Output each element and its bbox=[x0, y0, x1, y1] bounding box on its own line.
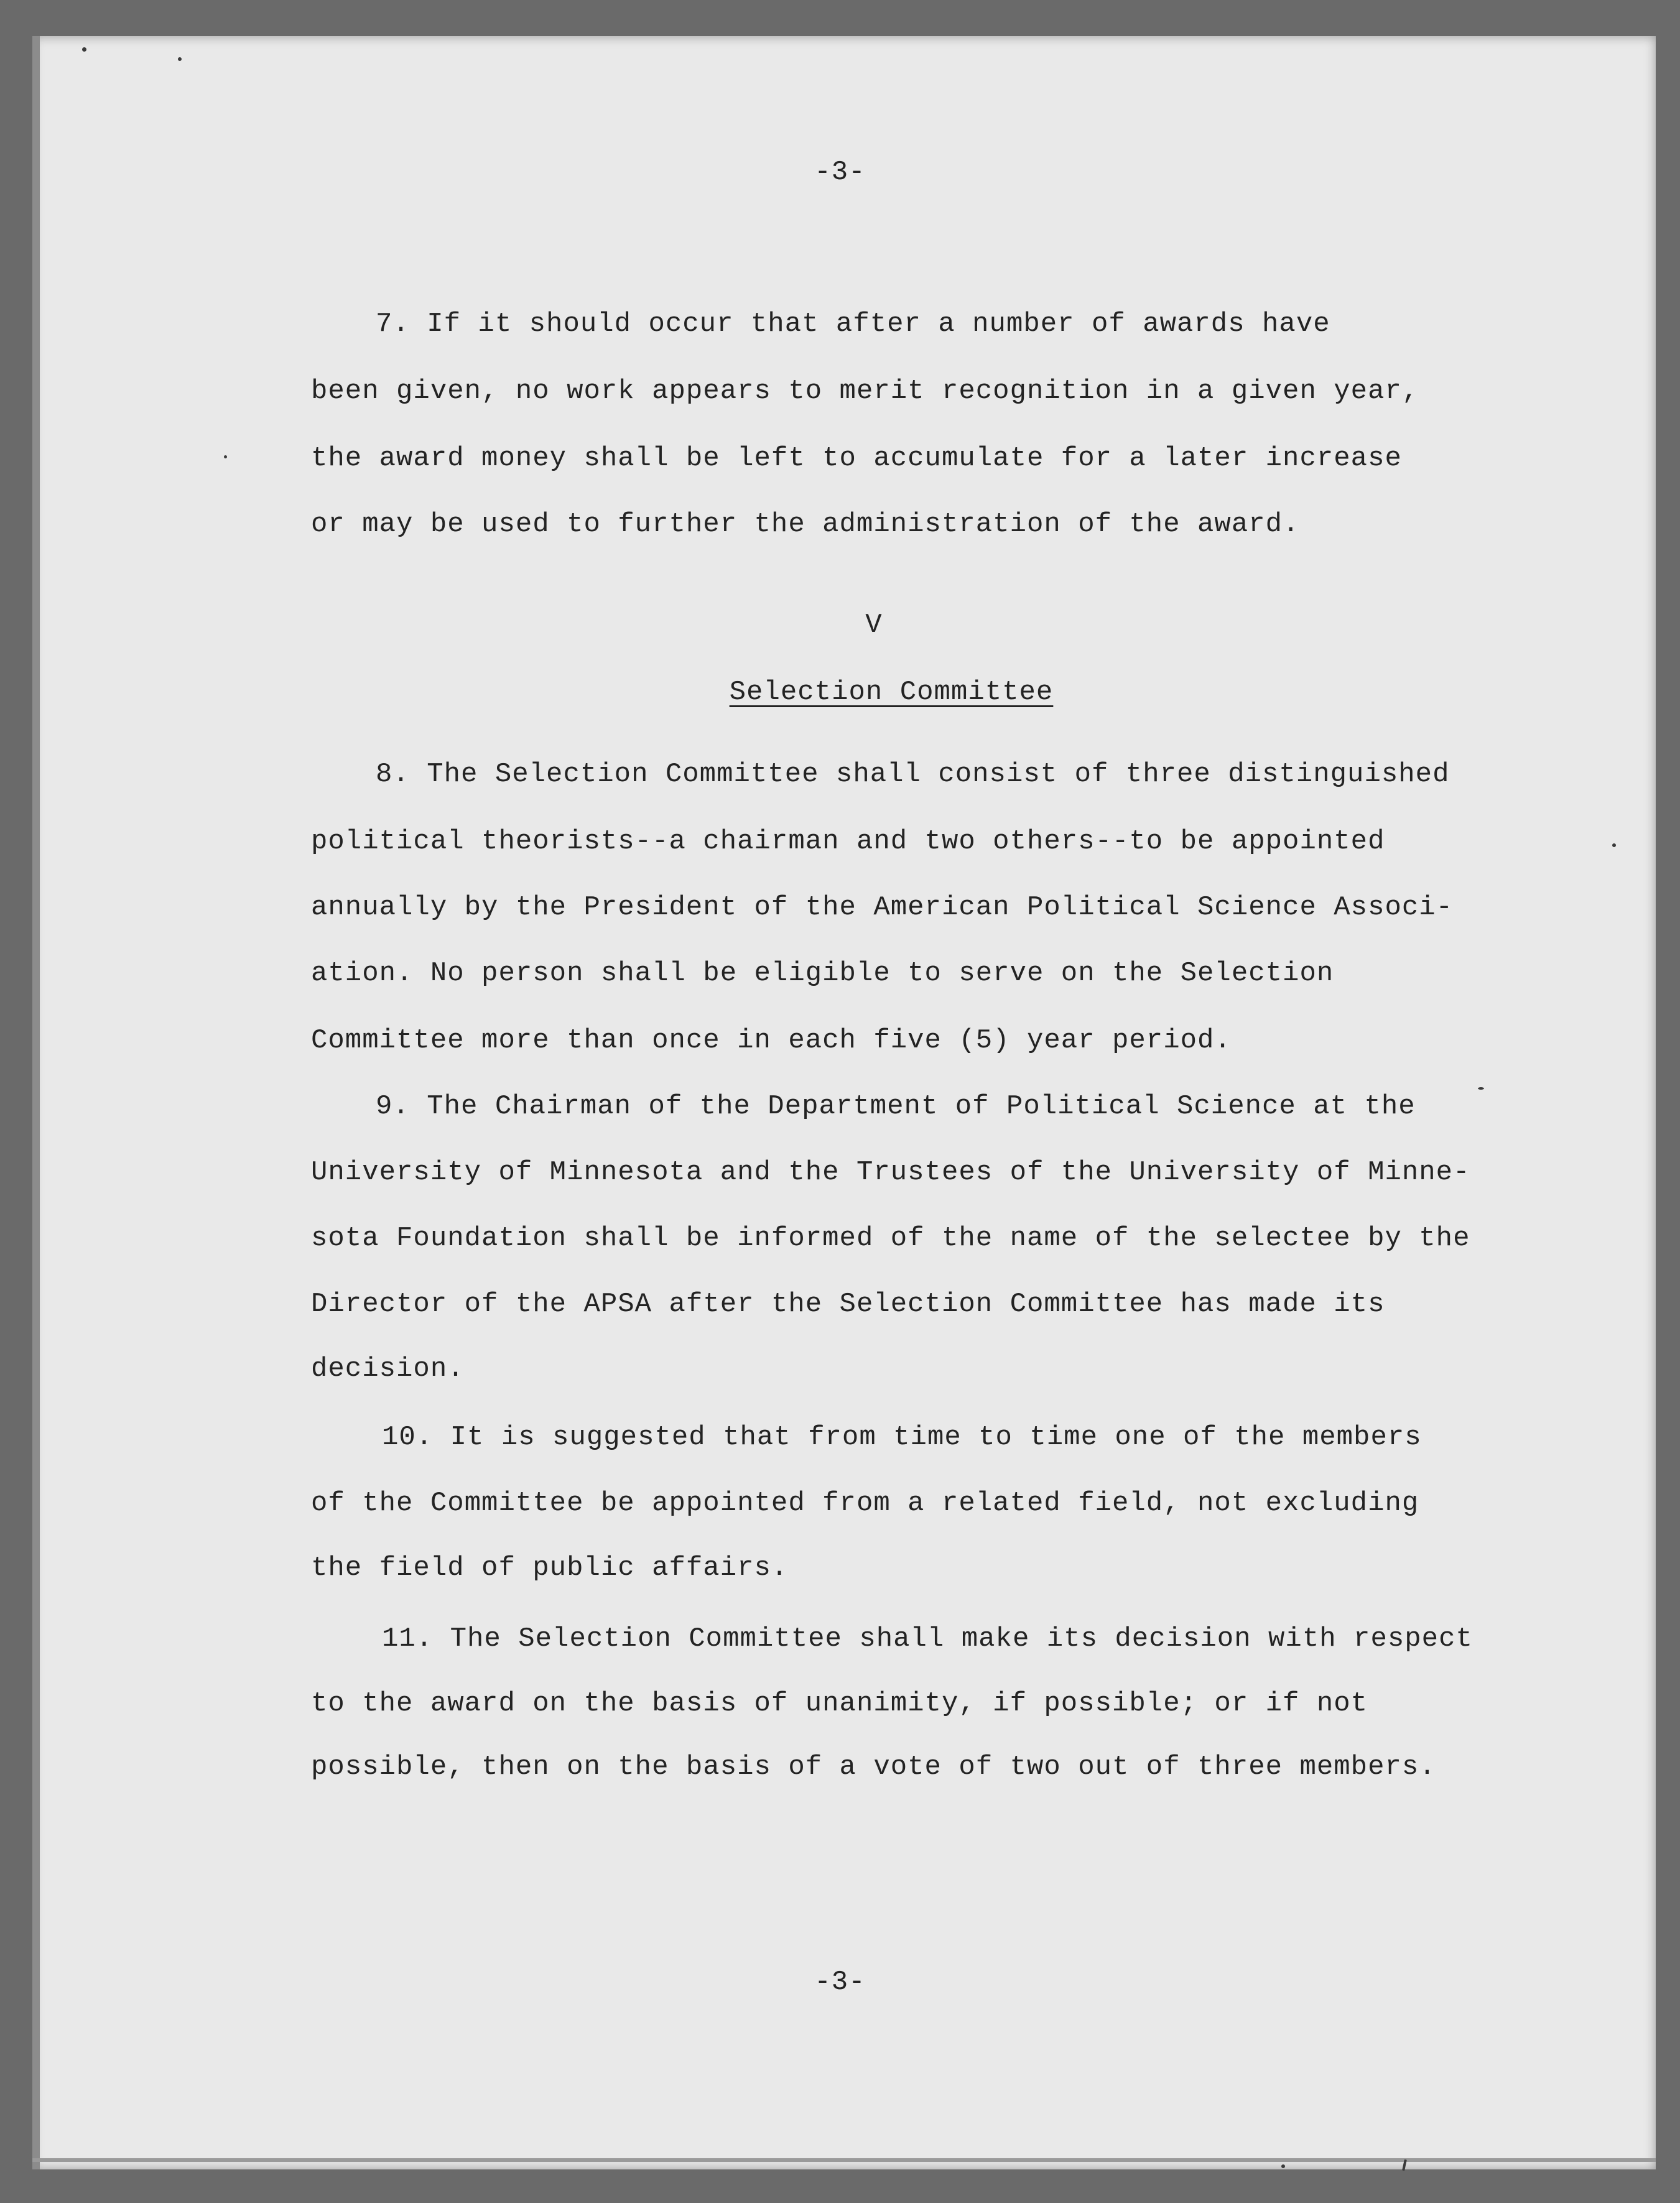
scan-speck bbox=[224, 455, 227, 458]
paragraph-line: 9. The Chairman of the Department of Political Science at the bbox=[376, 1091, 1416, 1122]
paragraph-line: 11. The Selection Committee shall make its decision with respect bbox=[382, 1623, 1473, 1654]
page-left-edge bbox=[32, 36, 40, 2169]
page-number-bottom: -3- bbox=[814, 1967, 866, 1998]
scan-speck bbox=[178, 57, 182, 61]
paragraph-line: been given, no work appears to merit recognition in a given year, bbox=[311, 376, 1419, 407]
scan-speck bbox=[82, 47, 86, 52]
section-title: Selection Committee bbox=[729, 677, 1054, 708]
paragraph-line: 7. If it should occur that after a number of awards have bbox=[376, 308, 1330, 340]
scan-speck bbox=[1612, 843, 1616, 847]
paragraph-line: University of Minnesota and the Trustees of the University of Minne- bbox=[311, 1157, 1470, 1188]
paragraph-line: Director of the APSA after the Selection Committee has made its bbox=[311, 1289, 1385, 1320]
paragraph-line: of the Committee be appointed from a related field, not excluding bbox=[311, 1488, 1419, 1519]
paragraph-line: ation. No person shall be eligible to serve on the Selection bbox=[311, 958, 1334, 989]
paragraph-line: Committee more than once in each five (5) year period. bbox=[311, 1025, 1232, 1056]
paragraph-line: 8. The Selection Committee shall consist of three distinguished bbox=[376, 759, 1450, 790]
paragraph-line: political theorists--a chairman and two others--to be appointed bbox=[311, 826, 1385, 857]
page-number-top: -3- bbox=[814, 157, 866, 188]
section-number: V bbox=[865, 610, 883, 641]
page-bottom-edge bbox=[32, 2158, 1656, 2162]
paragraph-line: the field of public affairs. bbox=[311, 1552, 789, 1584]
paragraph-line: the award money shall be left to accumulate for a later increase bbox=[311, 443, 1402, 474]
paragraph-line: 10. It is suggested that from time to time one of the members bbox=[382, 1422, 1422, 1453]
paragraph-line: to the award on the basis of unanimity, if possible; or if not bbox=[311, 1688, 1368, 1719]
paragraph-line: possible, then on the basis of a vote of two out of three members. bbox=[311, 1751, 1436, 1783]
paragraph-line: decision. bbox=[311, 1353, 465, 1384]
paragraph-line: annually by the President of the American Political Science Associ- bbox=[311, 892, 1454, 923]
scan-speck bbox=[1281, 2164, 1285, 2168]
scan-speck bbox=[1478, 1087, 1484, 1090]
paragraph-line: or may be used to further the administration of the award. bbox=[311, 509, 1300, 540]
paragraph-line: sota Foundation shall be informed of the name of the selectee by the bbox=[311, 1223, 1470, 1254]
